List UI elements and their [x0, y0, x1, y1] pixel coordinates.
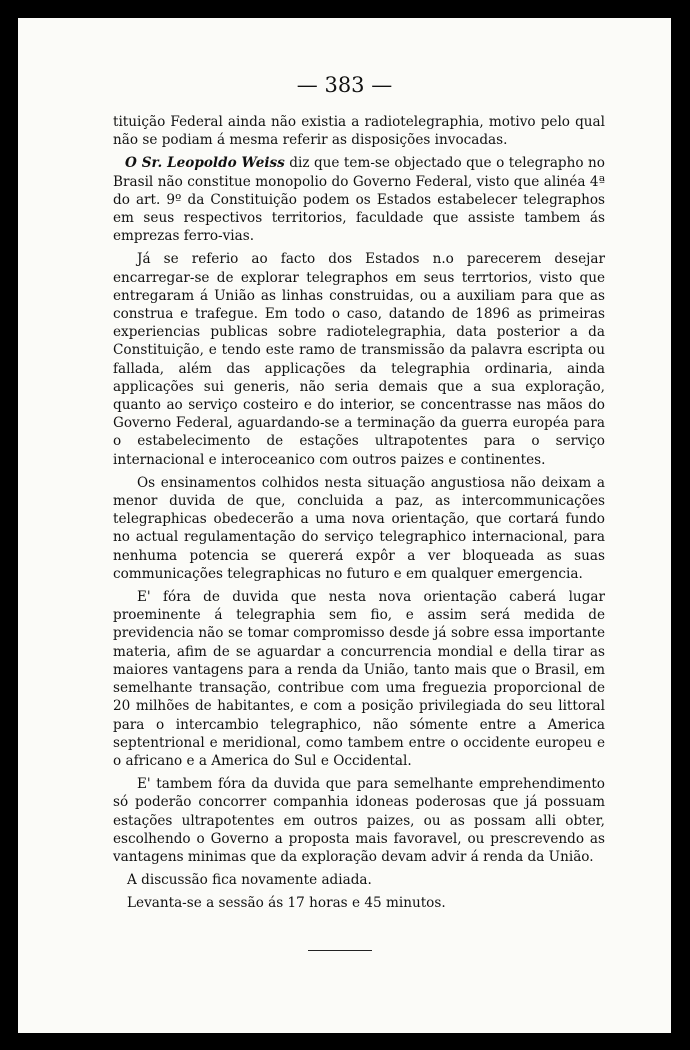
paragraph-text: diz que tem-se objectado que o telegrapho no Brasil não constitue monopolio do Governo Federal, visto que alinéa 4ª do art. 9º da Constituição podem os Estados estabelecer telegraphos em seus respectivos territorios, faculdade que assiste tambem ás emprezas ferro-vias.: [113, 155, 605, 245]
body-text: [113, 113, 605, 918]
book-page: [18, 18, 671, 1033]
paragraph: E' fóra de duvida que nesta nova orientação caberá lugar proeminente á telegraphia sem fio, e assim será medida de previdencia não se tomar compromisso desde já sobre essa importante materia, afim de se aguardar a concurrencia mondial e della tirar as maiores vantagens para a renda da União, tanto mais que o Brasil, em semelhante transação, contribue com uma freguezia proporcional de 20 milhões de habitantes, e com a posição privilegiada do seu littoral para o intercambio telegraphico, não sómente entre a America septentrional e meridional, como tambem entre o occidente europeu e o africano e a America do Sul e Occidental.: [113, 589, 605, 769]
speaker-name: O Sr. Leopoldo Weiss: [125, 155, 285, 172]
closing-rule: [308, 950, 372, 951]
paragraph: Levanta-se a sessão ás 17 horas e 45 minutos.: [127, 895, 446, 912]
paragraph: tituição Federal ainda não existia a radiotelegraphia, motivo pelo qual não se podiam á mesma referir as disposições invocadas.: [113, 114, 605, 149]
paragraph: Já se referio ao facto dos Estados n.o parecerem desejar encarregar-se de explorar telegraphos em seus terrtorios, visto que entregaram á União as linhas construidas, ou a auxiliam para que as construa e trafegue. Em todo o caso, datando de 1896 as primeiras experiencias publicas sobre radiotelegraphia, data posterior a da Constituição, e tendo este ramo de transmissão da palavra escripta ou fallada, além das applicações da telegraphia ordinaria, ainda applicações sui generis, não seria demais que a sua exploração, quanto ao serviço costeiro e do interior, se concentrasse nas mãos do Governo Federal, aguardando-se a terminação da guerra européa para o estabelecimento de estações ultrapotentes para o serviço internacional e interoceanico com outros paizes e continentes.: [113, 251, 605, 468]
paragraph: [113, 154, 605, 245]
page-number: — 383 —: [296, 73, 393, 97]
paragraph: A discussão fica novamente adiada.: [127, 872, 372, 889]
paragraph: E' tambem fóra da duvida que para semelhante emprehendimento só poderão concorrer companhia idoneas poderosas que já possuam estações ultrapotentes em outros paizes, ou as possam alli obter, escolhendo o Governo a proposta mais favoravel, ou prescrevendo as vantagens minimas que da exploração devam advir á renda da União.: [113, 776, 605, 865]
paragraph: Os ensinamentos colhidos nesta situação angustiosa não deixam a menor duvida de que, concluida a paz, as intercommunicações telegraphicas obedecerão a uma nova orientação, que cortará fundo no actual regulamentação do serviço telegraphico internacional, para nenhuma potencia se quererá expôr a ver bloqueada as suas communicações telegraphicas no futuro e em qualquer emergencia.: [113, 474, 605, 582]
